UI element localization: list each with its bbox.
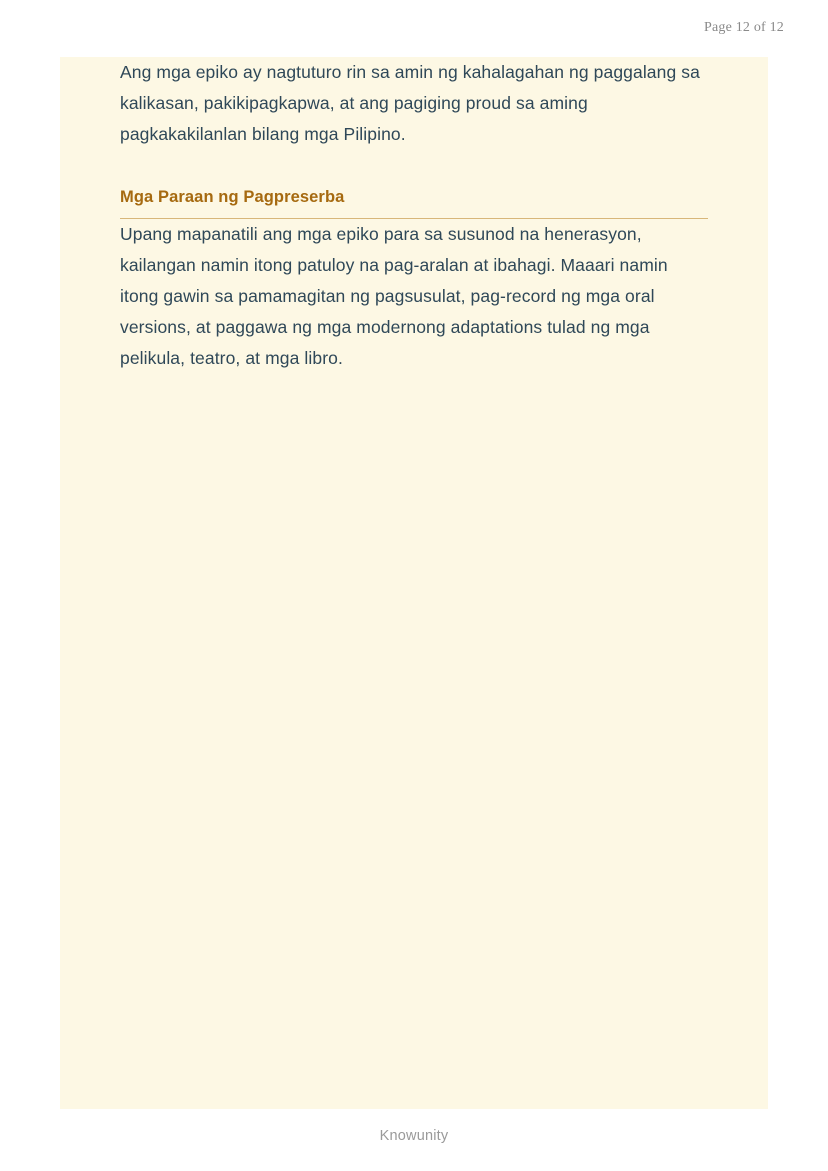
- body-paragraph-2: Upang mapanatili ang mga epiko para sa susunod na henerasyon, kailangan namin itong patuloy na pag-aralan at ibahagi. Maaari namin itong gawin sa pamamagitan ng pagsusulat, pag-record ng mga oral versions, at paggawa ng mga modernong adaptations tulad ng mga pelikula, teatro, at mga libro.: [120, 224, 668, 368]
- document-content: [120, 57, 710, 374]
- footer-brand: Knowunity: [379, 1128, 449, 1144]
- document-sheet: [60, 57, 768, 1109]
- body-paragraph-1: Ang mga epiko ay nagtuturo rin sa amin ng kahalagahan ng paggalang sa kalikasan, pakikipagkapwa, at ang pagiging proud sa aming pagkakakilanlan bilang mga Pilipino.: [120, 62, 700, 144]
- page-number-indicator: Page 12 of 12: [704, 20, 784, 35]
- section-heading: Mga Paraan ng Pagpreserba: [120, 188, 345, 206]
